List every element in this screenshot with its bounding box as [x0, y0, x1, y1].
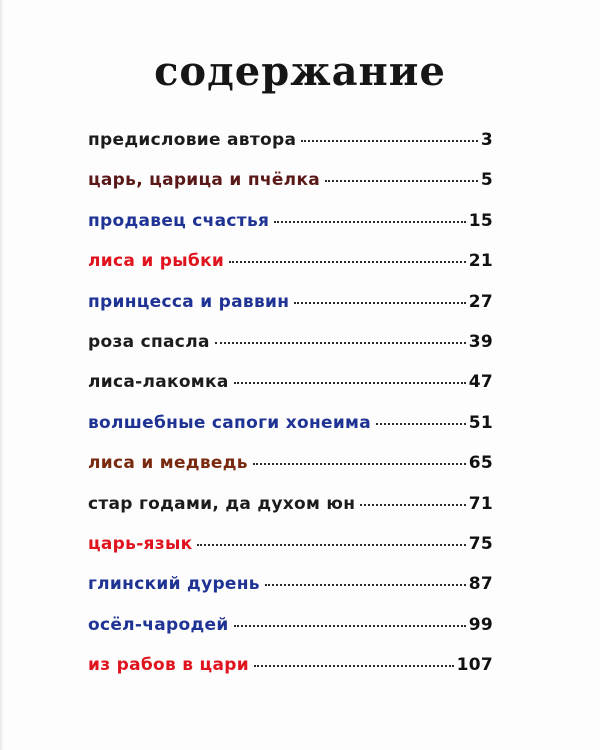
toc-entry-page-number: 71 [468, 493, 493, 514]
table-of-contents [88, 130, 493, 695]
dot-leader [274, 221, 466, 223]
toc-entry-page-number: 75 [468, 533, 493, 554]
toc-entry-title: стар годами, да духом юн [88, 493, 356, 514]
toc-entry-page-number: 99 [468, 614, 493, 635]
toc-entry-title: лиса и медведь [88, 453, 248, 474]
toc-entry [88, 534, 493, 574]
toc-entry-page-number: 87 [468, 574, 493, 595]
dot-leader [254, 665, 454, 667]
toc-entry [88, 655, 493, 695]
toc-entry-page-number: 27 [468, 291, 493, 312]
toc-entry [88, 292, 493, 332]
page-edge-shadow [0, 0, 4, 750]
toc-entry-title: из рабов в цари [88, 655, 249, 676]
toc-entry [88, 332, 493, 372]
toc-entry-page-number: 21 [468, 251, 493, 272]
dot-leader [325, 180, 478, 182]
toc-entry-title: лиса и рыбки [88, 251, 225, 272]
dot-leader [234, 625, 466, 627]
dot-leader [197, 544, 465, 546]
toc-entry [88, 453, 493, 493]
contents-heading: содержание [154, 48, 446, 95]
dot-leader [301, 140, 478, 142]
toc-entry-page-number: 47 [468, 372, 493, 393]
toc-entry-title: предисловие автора [88, 130, 297, 150]
toc-entry [88, 130, 493, 170]
toc-entry-page-number: 15 [468, 210, 493, 231]
toc-entry-title: роза спасла [88, 331, 210, 352]
dot-leader [229, 261, 466, 263]
toc-entry [88, 211, 493, 251]
toc-entry-page-number: 107 [456, 655, 493, 676]
dot-leader [253, 463, 466, 465]
dot-leader [234, 382, 466, 384]
toc-entry [88, 170, 493, 210]
toc-entry-title: волшебные сапоги хонеима [88, 412, 371, 433]
toc-entry [88, 615, 493, 655]
toc-entry [88, 372, 493, 412]
toc-entry-title: осёл-чародей [88, 614, 229, 635]
toc-entry-title: продавец счастья [88, 210, 270, 231]
dot-leader [265, 584, 466, 586]
toc-entry [88, 574, 493, 614]
toc-entry [88, 413, 493, 453]
toc-entry-title: царь-язык [88, 533, 193, 554]
toc-entry [88, 494, 493, 534]
toc-entry-page-number: 3 [480, 130, 493, 150]
toc-entry-title: принцесса и раввин [88, 291, 290, 312]
toc-entry-page-number: 65 [468, 453, 493, 474]
toc-entry-page-number: 5 [480, 170, 493, 191]
toc-entry-page-number: 51 [468, 412, 493, 433]
dot-leader [376, 423, 466, 425]
toc-entry-title: царь, царица и пчёлка [88, 170, 321, 191]
toc-entry-title: лиса-лакомка [88, 372, 229, 393]
toc-entry-page-number: 39 [468, 331, 493, 352]
toc-entry [88, 251, 493, 291]
dot-leader [215, 342, 466, 344]
toc-entry-title: глинский дурень [88, 574, 260, 595]
dot-leader [294, 302, 465, 304]
dot-leader [360, 504, 465, 506]
